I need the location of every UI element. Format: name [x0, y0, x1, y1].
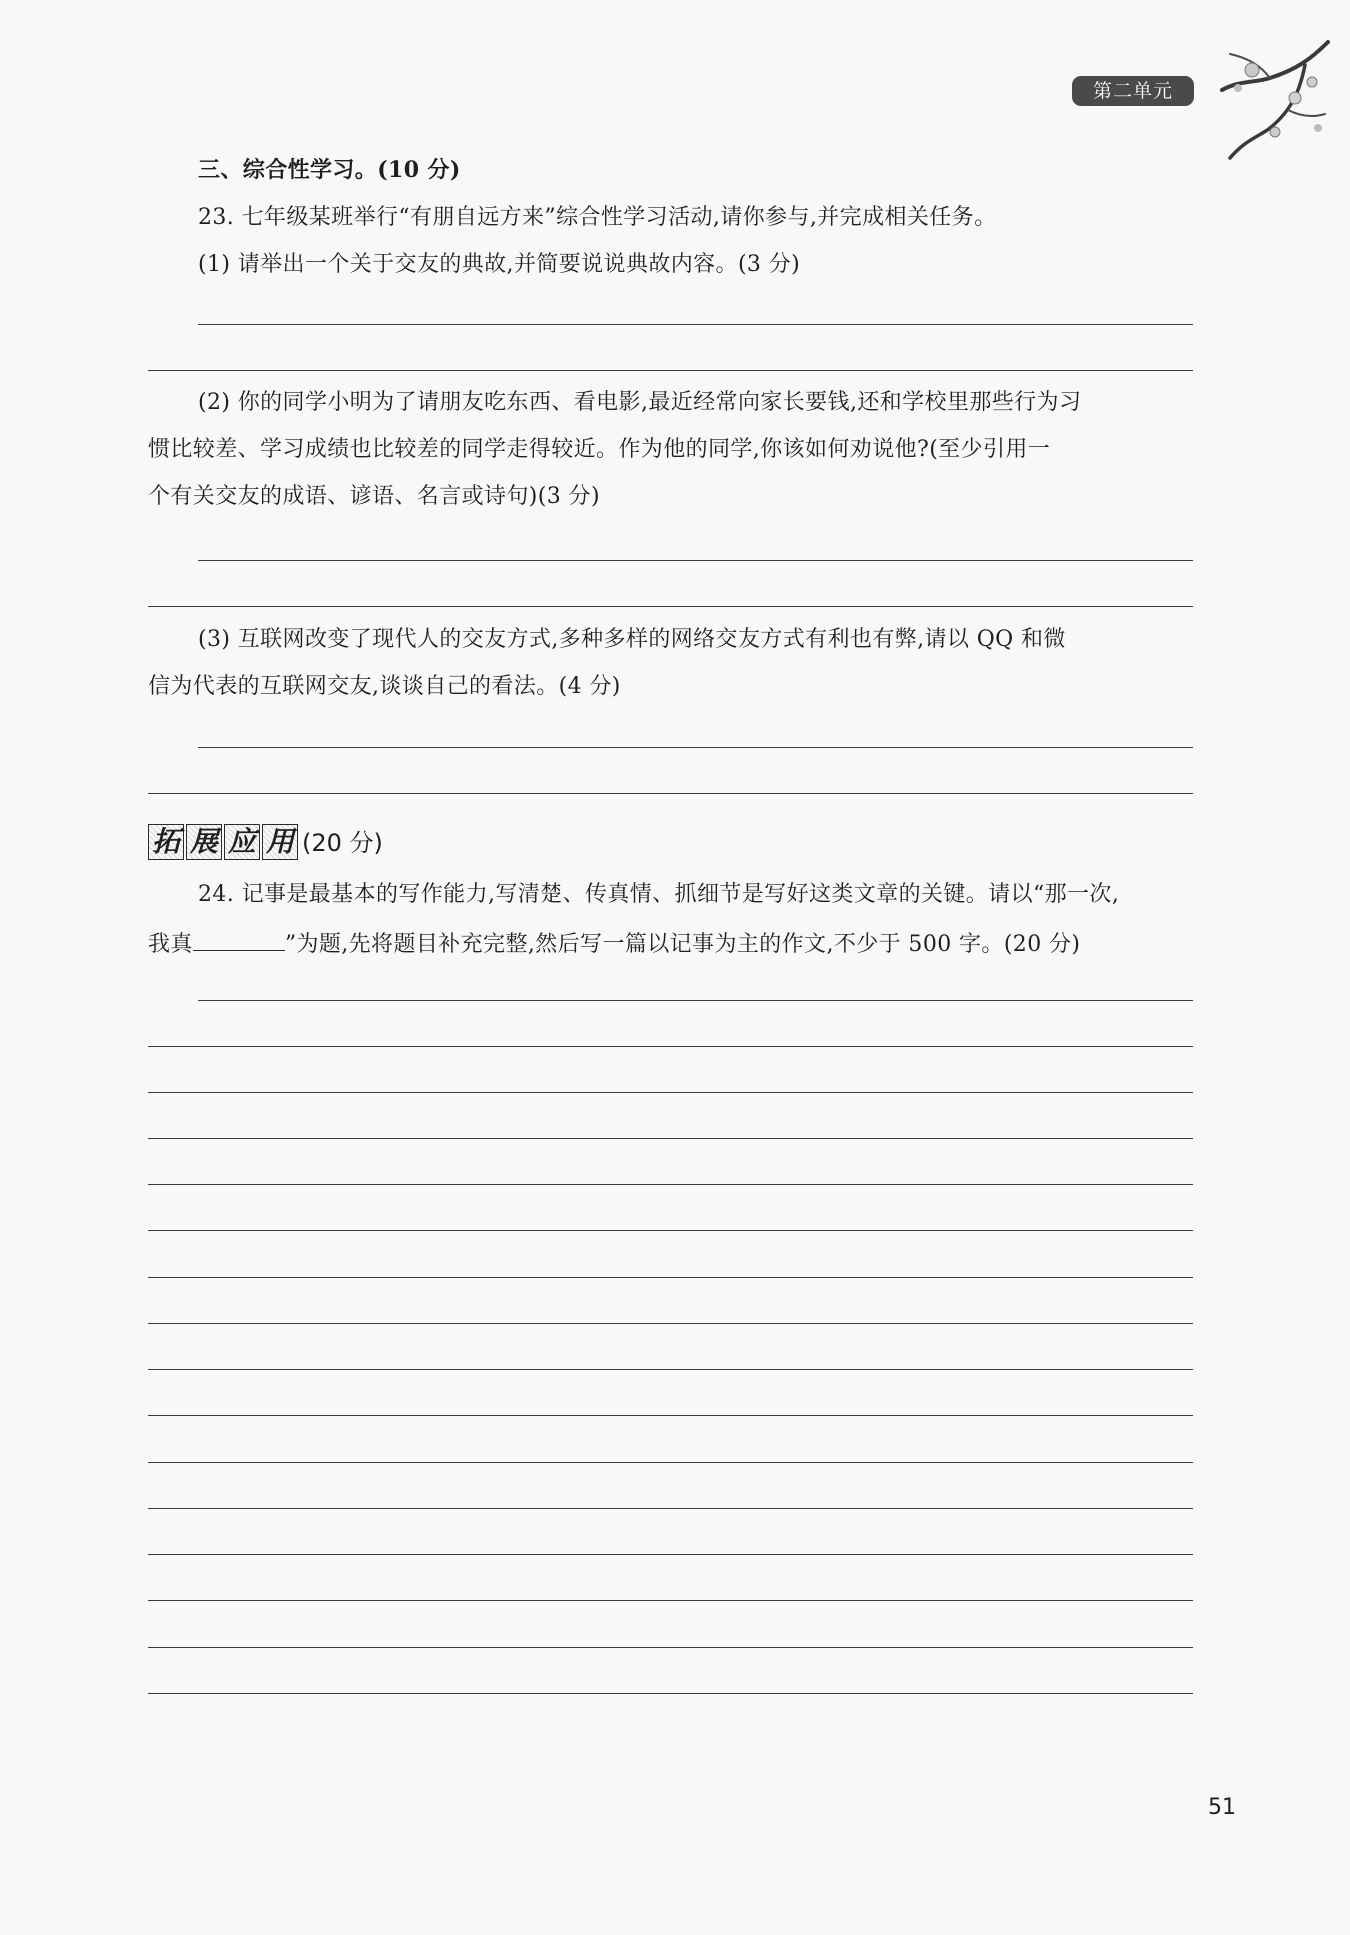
essay-line[interactable]: [148, 1462, 1193, 1463]
answer-line[interactable]: [198, 747, 1193, 748]
expand-heading-chars: [148, 824, 298, 860]
question-24-line-2: [148, 928, 1080, 960]
question-23-2-line-2: 惯比较差、学习成绩也比较差的同学走得较近。作为他的同学,你该如何劝说他?(至少引用一: [148, 437, 1051, 462]
essay-line[interactable]: [148, 1230, 1193, 1231]
essay-line[interactable]: [148, 1415, 1193, 1416]
heading-char: 应: [224, 824, 260, 860]
essay-line[interactable]: [148, 1046, 1193, 1047]
question-23-3-line-2: 信为代表的互联网交友,谈谈自己的看法。(4 分): [148, 674, 621, 699]
question-23-2-line-1: (2) 你的同学小明为了请朋友吃东西、看电影,最近经常向家长要钱,还和学校里那些行为习: [198, 390, 1082, 415]
essay-line[interactable]: [148, 1693, 1193, 1694]
essay-line[interactable]: [198, 1000, 1193, 1001]
essay-line[interactable]: [148, 1277, 1193, 1278]
essay-line[interactable]: [148, 1600, 1193, 1601]
answer-line[interactable]: [198, 324, 1193, 325]
question-23-2-line-3: 个有关交友的成语、谚语、名言或诗句)(3 分): [148, 484, 600, 509]
heading-char: 用: [262, 824, 298, 860]
expand-score: (20 分): [302, 829, 383, 857]
q24-suffix: ”为题,先将题目补充完整,然后写一篇以记事为主的作文,不少于 500 字。(20 分): [284, 932, 1081, 957]
answer-line[interactable]: [148, 793, 1193, 794]
essay-line[interactable]: [148, 1369, 1193, 1370]
plum-branch-icon: [1200, 40, 1330, 160]
title-blank-field[interactable]: [193, 928, 285, 951]
essay-line[interactable]: [148, 1092, 1193, 1093]
question-23-intro: 23. 七年级某班举行“有朋自远方来”综合性学习活动,请你参与,并完成相关任务。: [198, 205, 997, 230]
answer-line[interactable]: [148, 606, 1193, 607]
section-title: 三、综合性学习。(10 分): [198, 157, 461, 183]
answer-line[interactable]: [148, 370, 1193, 371]
question-23-3-line-1: (3) 互联网改变了现代人的交友方式,多种多样的网络交友方式有利也有弊,请以 QQ 和微: [198, 627, 1066, 652]
essay-line[interactable]: [148, 1647, 1193, 1648]
heading-char: 展: [186, 824, 222, 860]
question-24-line-1: 24. 记事是最基本的写作能力,写清楚、传真情、抓细节是写好这类文章的关键。请以“那一次,: [198, 882, 1120, 907]
q24-prefix: 我真: [148, 932, 193, 957]
essay-line[interactable]: [148, 1508, 1193, 1509]
essay-line[interactable]: [148, 1323, 1193, 1324]
heading-char: 拓: [148, 824, 184, 860]
answer-line[interactable]: [198, 560, 1193, 561]
essay-line[interactable]: [148, 1138, 1193, 1139]
question-23-1: (1) 请举出一个关于交友的典故,并简要说说典故内容。(3 分): [198, 252, 801, 277]
essay-line[interactable]: [148, 1554, 1193, 1555]
page-number: 51: [1208, 1795, 1236, 1820]
unit-badge: 第二单元: [1072, 76, 1194, 106]
expand-application-heading: [148, 820, 383, 860]
essay-line[interactable]: [148, 1184, 1193, 1185]
